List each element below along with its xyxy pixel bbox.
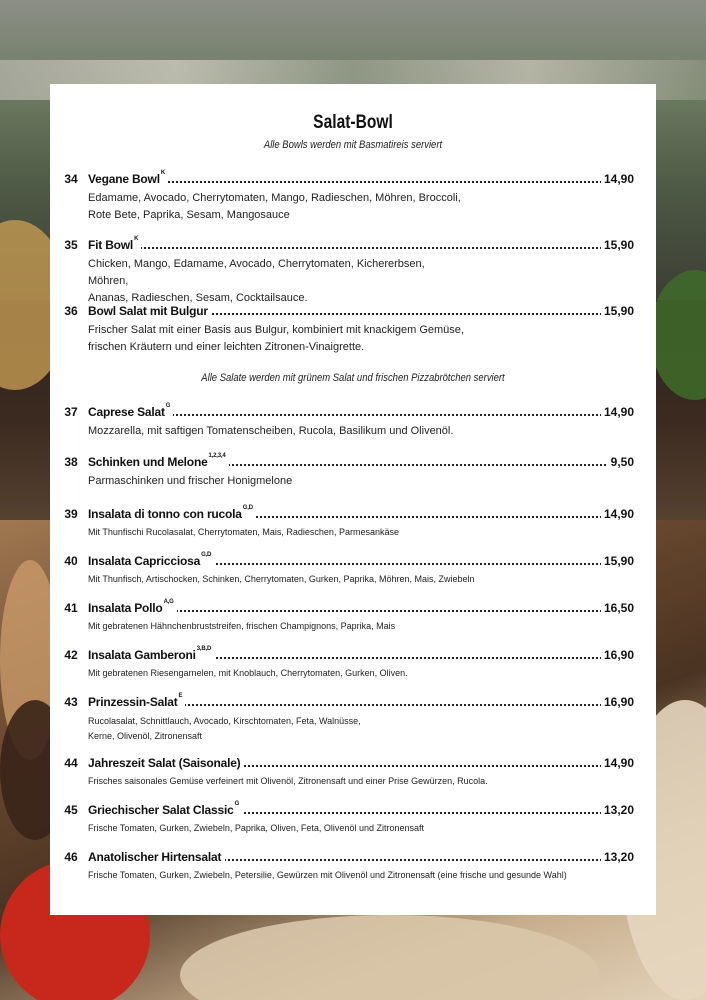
item-name: Insalata Gamberoni$^{3,B,D}$ — [88, 648, 214, 662]
menu-item — [60, 646, 634, 680]
item-description: Mit gebratenen Hähnchenbruststreifen, frischen Champignons, Paprika, Mais — [88, 621, 396, 631]
menu-item — [60, 848, 634, 882]
item-number: 42 — [64, 648, 78, 662]
item-name: Caprese Salat$^G$ — [88, 405, 173, 419]
item-description: Parmaschinken und frischer Honigmelone — [88, 475, 293, 487]
item-number: 40 — [64, 554, 78, 568]
item-number: 45 — [64, 803, 78, 817]
menu-item — [60, 552, 634, 586]
item-description: Mit Thunfischi Rucolasalat, Cherrytomaten, Mais, Radieschen, Parmesankäse — [88, 527, 399, 537]
menu-card — [50, 84, 656, 915]
item-number: 38 — [64, 455, 78, 469]
item-description: Mit gebratenen Riesengarnelen, mit Knoblauch, Cherrytomaten, Gurken, Oliven. — [88, 668, 408, 678]
item-price: 15,90 — [601, 304, 634, 318]
item-price: 14,90 — [601, 172, 634, 186]
item-name: Insalata Pollo$^{A,G}$ — [88, 601, 177, 615]
section-subtitle: Alle Bowls werden mit Basmatireis serviert — [263, 139, 443, 151]
menu-item — [60, 170, 634, 224]
item-description: Frische Tomaten, Gurken, Zwiebeln, Petersilie, Gewürzen mit Olivenöl und Zitronensaft (eine frische und gesunde Wahl) — [88, 870, 567, 880]
menu-item — [60, 505, 634, 539]
item-name: Griechischer Salat Classic$^G$ — [88, 803, 242, 817]
item-name: Jahreszeit Salat (Saisonale) — [88, 756, 244, 770]
item-description: Frische Tomaten, Gurken, Zwiebeln, Paprika, Oliven, Feta, Olivenöl und Zitronensaft — [88, 823, 424, 833]
item-number: 39 — [64, 507, 78, 521]
item-price: 16,90 — [601, 695, 634, 709]
item-price: 13,20 — [601, 850, 634, 864]
item-price: 14,90 — [601, 405, 634, 419]
item-name: Prinzessin-Salat$^E$ — [88, 695, 185, 709]
item-description: Frischer Salat mit einer Basis aus Bulgur, kombiniert mit knackigem Gemüse, frischen Kräutern und einer leichten Zitronen-Vinaigrette. — [88, 324, 464, 353]
menu-item — [60, 599, 634, 633]
item-price: 15,90 — [601, 554, 634, 568]
item-number: 35 — [64, 238, 78, 252]
item-price: 9,50 — [608, 455, 634, 469]
item-number: 44 — [64, 756, 78, 770]
item-description: Rucolasalat, Schnittlauch, Avocado, Kirschtomaten, Feta, Walnüsse, Kerne, Olivenöl, Zitronensaft — [88, 716, 361, 741]
section-title: Salat-Bowl — [313, 112, 393, 133]
salad-note: Alle Salate werden mit grünem Salat und frischen Pizzabrötchen serviert — [201, 372, 505, 384]
item-description: Chicken, Mango, Edamame, Avocado, Cherrytomaten, Kichererbsen, Möhren, Ananas, Radieschen, Sesam, Cocktailsauce. — [88, 258, 425, 304]
item-name: Bowl Salat mit Bulgur — [88, 304, 212, 318]
item-name: Insalata di tonno con rucola$^{G,D}$ — [88, 507, 256, 521]
item-number: 37 — [64, 405, 78, 419]
item-description: Frisches saisonales Gemüse verfeinert mit Olivenöl, Zitronensaft und einer Prise Gewürzen, Rucola. — [88, 776, 488, 786]
item-description: Mit Thunfisch, Artischocken, Schinken, Cherrytomaten, Gurken, Paprika, Möhren, Mais, Zwiebeln — [88, 574, 475, 584]
menu-item — [60, 693, 634, 744]
menu-item — [60, 403, 634, 440]
menu-item — [60, 302, 634, 356]
item-number: 41 — [64, 601, 78, 615]
item-description: Mozzarella, mit saftigen Tomatenscheiben, Rucola, Basilikum und Olivenöl. — [88, 425, 454, 437]
item-description: Edamame, Avocado, Cherrytomaten, Mango, Radieschen, Möhren, Broccoli, Rote Bete, Paprika, Sesam, Mangosauce — [88, 192, 461, 221]
item-name: Insalata Capricciosa$^{G,D}$ — [88, 554, 214, 568]
item-price: 14,90 — [601, 756, 634, 770]
item-price: 13,20 — [601, 803, 634, 817]
item-number: 43 — [64, 695, 78, 709]
item-name: Anatolischer Hirtensalat — [88, 850, 225, 864]
item-number: 34 — [64, 172, 78, 186]
item-price: 15,90 — [601, 238, 634, 252]
dot-leader — [88, 247, 634, 249]
item-price: 16,50 — [601, 601, 634, 615]
item-price: 14,90 — [601, 507, 634, 521]
menu-item — [60, 801, 634, 835]
item-name: Fit Bowl$^K$ — [88, 238, 141, 252]
item-name: Vegane Bowl$^K$ — [88, 172, 168, 186]
item-name: Schinken und Melone$^{1,2,3,4}$ — [88, 455, 229, 469]
menu-item — [60, 453, 634, 490]
menu-item — [60, 236, 634, 307]
item-price: 16,90 — [601, 648, 634, 662]
item-number: 46 — [64, 850, 78, 864]
item-number: 36 — [64, 304, 78, 318]
dot-leader — [88, 181, 634, 183]
menu-item — [60, 754, 634, 788]
